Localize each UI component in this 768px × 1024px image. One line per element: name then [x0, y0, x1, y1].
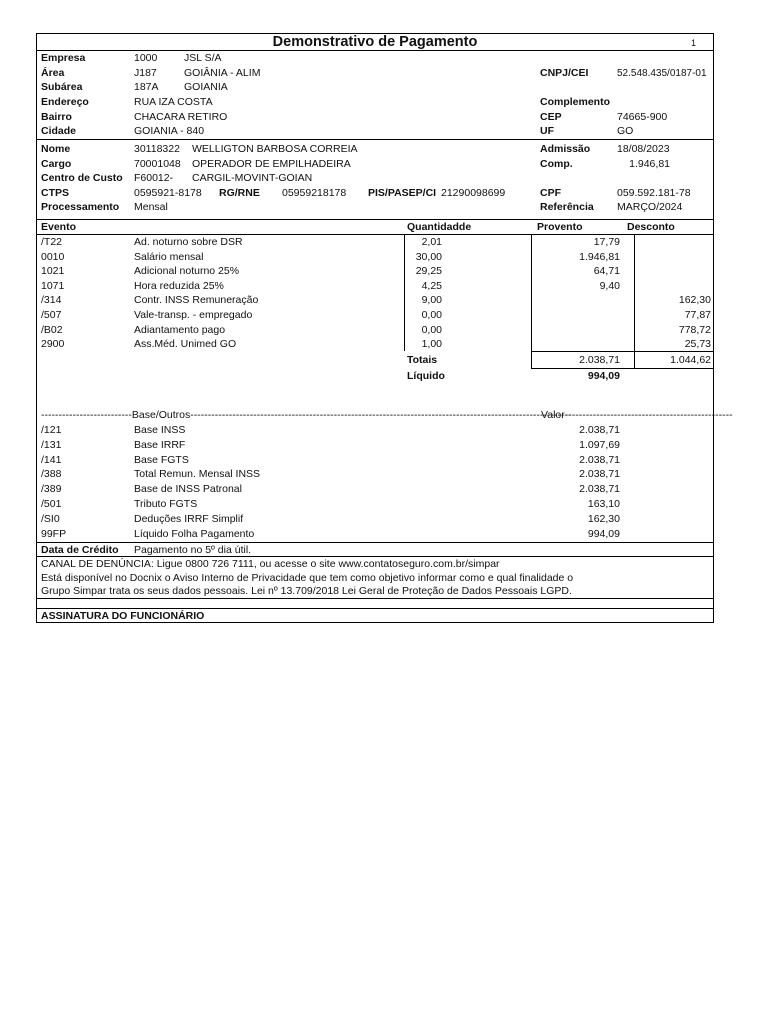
cep-label: CEP — [540, 111, 562, 123]
processamento-value: Mensal — [134, 201, 168, 213]
evento-header: Evento — [41, 221, 77, 233]
complemento-label: Complemento — [540, 96, 611, 108]
valor-separator: Valor------------------------------------------------ — [541, 409, 733, 421]
uf-label: UF — [540, 125, 554, 137]
cep-value: 74665-900 — [617, 111, 668, 123]
bairro-value: CHACARA RETIRO — [134, 111, 228, 123]
event-code: /B02 — [41, 323, 63, 336]
cpf-label: CPF — [540, 187, 561, 199]
event-desconto: 77,87 — [684, 309, 711, 321]
base-code: /SI0 — [41, 512, 60, 525]
divider — [531, 351, 713, 352]
event-code: /314 — [41, 294, 62, 307]
totais-label: Totais — [407, 354, 438, 366]
base-value: 163,10 — [587, 498, 620, 510]
area-code: J187 — [134, 67, 157, 79]
event-quantity: 4,25 — [421, 279, 442, 292]
base-value: 2.038,71 — [579, 483, 620, 496]
nome-code: 30118322 — [134, 143, 180, 155]
event-desconto: 25,73 — [684, 338, 711, 351]
base-description: Base FGTS — [134, 453, 189, 466]
divider — [37, 139, 713, 140]
event-description: Contr. INSS Remuneração — [134, 294, 259, 307]
pis-label: PIS/PASEP/CI — [368, 187, 437, 199]
divider — [37, 219, 713, 220]
page-title: Demonstrativo de Pagamento — [272, 34, 478, 50]
uf-value: GO — [617, 125, 634, 137]
event-provento: 9,40 — [599, 279, 620, 292]
divider — [37, 542, 713, 543]
cnpj-value: 52.548.435/0187-01 — [617, 68, 707, 79]
cpf-value: 059.592.181-78 — [617, 187, 691, 199]
base-value: 2.038,71 — [579, 468, 620, 481]
base-description: Deduções IRRF Simplif — [134, 512, 244, 525]
base-code: /389 — [41, 483, 62, 496]
denuncia-text: CANAL DE DENÚNCIA: Ligue 0800 726 7111, ou acesse o site www.contatoseguro.com.br/simpar — [41, 558, 500, 570]
subarea-code: 187A — [134, 81, 159, 93]
payslip-document — [36, 33, 733, 623]
base-code: /131 — [41, 438, 62, 451]
base-value: 2.038,71 — [579, 453, 620, 466]
centro-custo-code: F60012- — [134, 172, 174, 184]
cidade-label: Cidade — [41, 125, 77, 137]
lgpd-text: Grupo Simpar trata os seus dados pessoais. Lei nº 13.709/2018 Lei Geral de Proteção de Dados Pessoais LGPD. — [41, 585, 572, 597]
event-description: Ass.Méd. Unimed GO — [134, 338, 237, 351]
cargo-code: 70001048 — [134, 158, 181, 170]
desconto-header: Desconto — [627, 221, 675, 233]
event-code: 0010 — [41, 250, 65, 263]
empresa-name: JSL S/A — [184, 52, 222, 64]
comp-label: Comp. — [540, 158, 573, 170]
event-provento: 64,71 — [593, 265, 620, 278]
divider — [37, 556, 713, 557]
pis-value: 21290098699 — [441, 187, 506, 199]
event-description: Ad. noturno sobre DSR — [134, 236, 243, 248]
event-quantity: 0,00 — [421, 309, 442, 321]
ctps-label: CTPS — [41, 187, 70, 199]
event-description: Salário mensal — [134, 250, 204, 263]
divider — [531, 368, 713, 369]
assinatura-label: ASSINATURA DO FUNCIONÁRIO — [41, 610, 205, 622]
event-desconto: 162,30 — [678, 294, 711, 307]
rg-label: RG/RNE — [219, 187, 260, 199]
provento-header: Provento — [537, 221, 583, 233]
event-code: /T22 — [41, 236, 63, 248]
referencia-label: Referência — [540, 201, 594, 213]
subarea-label: Subárea — [41, 81, 83, 93]
credito-value: Pagamento no 5º dia útil. — [134, 544, 252, 556]
referencia-value: MARÇO/2024 — [617, 201, 683, 213]
base-value: 994,09 — [587, 527, 620, 540]
area-name: GOIÂNIA - ALIM — [184, 67, 261, 79]
event-quantity: 1,00 — [421, 338, 442, 351]
cargo-label: Cargo — [41, 158, 72, 170]
divider — [37, 598, 713, 599]
liquido-label: Líquido — [407, 370, 445, 382]
liquido-value: 994,09 — [587, 370, 620, 382]
nome-label: Nome — [41, 143, 71, 155]
base-description: Base IRRF — [134, 438, 186, 451]
event-provento: 1.946,81 — [579, 250, 620, 263]
base-description: Tributo FGTS — [134, 498, 198, 510]
endereco-label: Endereço — [41, 96, 89, 108]
nome-value: WELLIGTON BARBOSA CORREIA — [192, 143, 358, 155]
empresa-label: Empresa — [41, 52, 86, 64]
bases-separator: --------------------------Base/Outros------------------------------------------------------------------------------------------------------------- — [41, 409, 572, 421]
base-value: 1.097,69 — [579, 438, 620, 451]
event-code: 1071 — [41, 279, 65, 292]
admissao-label: Admissão — [540, 143, 591, 155]
event-quantity: 2,01 — [421, 236, 442, 248]
centro-custo-label: Centro de Custo — [41, 172, 123, 184]
base-code: /121 — [41, 424, 62, 436]
rg-value: 05959218178 — [282, 187, 347, 199]
credito-label: Data de Crédito — [41, 544, 119, 556]
divider — [37, 234, 713, 235]
event-description: Adiantamento pago — [134, 323, 226, 336]
endereco-value: RUA IZA COSTA — [134, 96, 213, 108]
base-description: Base INSS — [134, 424, 186, 436]
base-value: 2.038,71 — [579, 424, 620, 436]
page-number: 1 — [691, 38, 697, 48]
event-provento: 17,79 — [593, 236, 620, 248]
totais-provento: 2.038,71 — [579, 354, 620, 366]
base-description: Total Remun. Mensal INSS — [134, 468, 261, 481]
base-code: /501 — [41, 498, 62, 510]
event-desconto: 778,72 — [678, 323, 711, 336]
ctps-value: 0595921-8178 — [134, 187, 202, 199]
event-code: /507 — [41, 309, 62, 321]
comp-value: 1.946,81 — [629, 158, 670, 170]
base-code: 99FP — [41, 527, 67, 540]
centro-custo-value: CARGIL-MOVINT-GOIAN — [192, 172, 313, 184]
totais-desconto: 1.044,62 — [670, 354, 711, 366]
event-code: 2900 — [41, 338, 65, 351]
event-description: Adicional noturno 25% — [134, 265, 240, 278]
processamento-label: Processamento — [41, 201, 120, 213]
event-quantity: 0,00 — [421, 323, 442, 336]
cnpj-label: CNPJ/CEI — [540, 67, 589, 79]
divider — [37, 608, 713, 609]
privacy-text: Está disponível no Docnix o Aviso Interno de Privacidade que tem como objetivo informar como e qual finalidade o — [41, 572, 574, 584]
event-description: Vale-transp. - empregado — [134, 309, 253, 321]
event-quantity: 30,00 — [415, 250, 442, 263]
event-quantity: 9,00 — [421, 294, 442, 307]
base-code: /141 — [41, 453, 62, 466]
cargo-value: OPERADOR DE EMPILHADEIRA — [192, 158, 351, 170]
base-code: /388 — [41, 468, 62, 481]
event-quantity: 29,25 — [415, 265, 442, 278]
event-description: Hora reduzida 25% — [134, 279, 224, 292]
admissao-value: 18/08/2023 — [617, 143, 670, 155]
area-label: Área — [41, 67, 65, 79]
empresa-code: 1000 — [134, 52, 158, 64]
base-description: Base de INSS Patronal — [134, 483, 242, 496]
bairro-label: Bairro — [41, 111, 72, 123]
base-description: Líquido Folha Pagamento — [134, 527, 255, 540]
quantidade-header: Quantidadde — [407, 221, 472, 233]
cidade-value: GOIANIA - 840 — [134, 125, 205, 137]
base-value: 162,30 — [587, 512, 620, 525]
event-code: 1021 — [41, 265, 65, 278]
subarea-name: GOIANIA — [184, 81, 228, 93]
divider — [37, 50, 713, 51]
